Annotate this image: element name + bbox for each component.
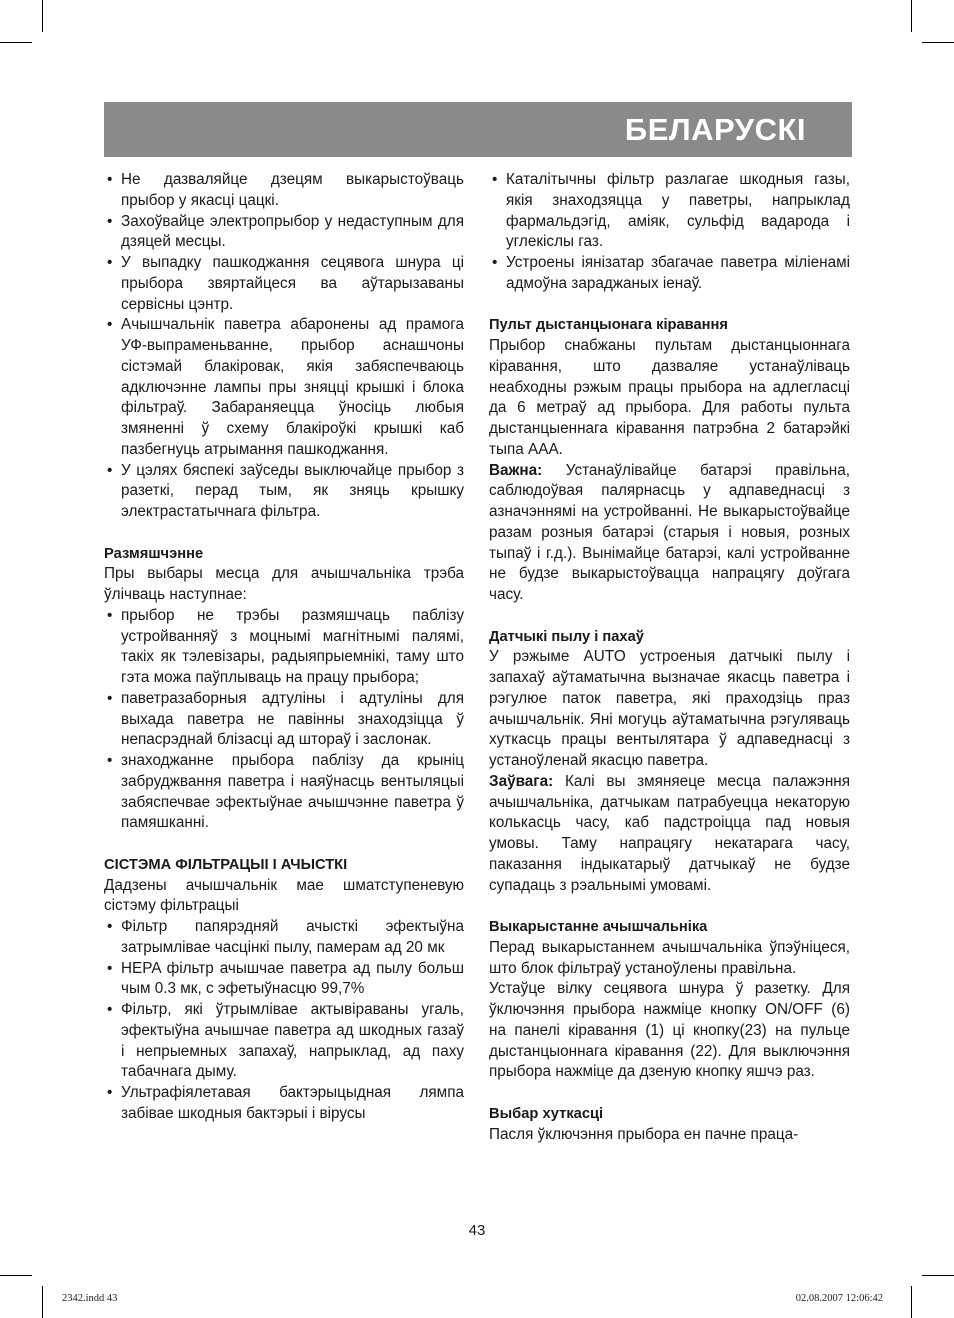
crop-mark [0,42,32,43]
safety-bullet-list [104,170,464,523]
right-column [489,170,850,1145]
note-text: Устанаўлівайце батарэі правільна, саблюдоўвая палярнасць у адпаведнасці з азначэннямі на устройванні. Не выкарыстоўвайце разам розныя батарэі (старыя і новыя, розных тыпаў і г.д.). Вынімайце батарэі, калі устройванне не будзе выкарыстоўвацца напрацягу доўгага часу. [489,461,851,603]
list-item: • У выпадку пашкоджання сецявога шнура ці прыбора звяртайцеся ва аўтарызаваны сервісны цэнтр. [104,253,464,315]
date-slug: 02.08.2007 12:06:42 [795,1293,883,1304]
list-item: • Захоўвайце электропрыбор у недаступным для дзяцей месцы. [104,212,464,254]
paragraph: Дадзены ачышчальнік мае шматступеневую сістэму фільтрацыі [104,876,464,915]
section-banner [104,102,852,157]
list-item: • HEPA фільтр ачышчае паветра ад пылу больш чым 0.3 мк, с эфетыўнасцю 99,7% [104,959,464,1001]
list-item: • Каталітычны фільтр разлагае шкодныя газы, якія знаходзяцца у паветры, напрыклад фармальдэгід, аміяк, сульфід вадарода і углекіслы газ. [489,170,850,253]
crop-mark [922,42,954,43]
section-heading-placement: Размяшчэнне [104,545,204,562]
note-text: Калі вы змяняеце месца палажэння ачышчальніка, датчыкам патрабуецца некаторую колькасць часу, каб падстроіцца пад новыя умовы. Таму напрацягу некатарага часу, паказання індыкатарыў датчыкаў не будзе супадаць з рэальнымі умовамі. [489,772,850,894]
crop-mark [922,1275,954,1276]
list-item: • Фільтр, які ўтрымлівае актывіраваны угаль, эфектыўна ачышчае паветра ад шкодных газаў і непрыемных запахаў, напрыклад, ад паху табачнага дыму. [104,1000,464,1083]
page-number: 43 [468,1222,486,1239]
paragraph: Перад выкарыстаннем ачышчальніка ўпэўніцеся, што блок фільтраў устаноўлены правільна. [489,938,850,977]
list-item: • паветразаборныя адтуліны і адтуліны для выхада паветра не павінны знаходзіцца ў непасрэднай блізасці ад штораў і заслонак. [104,689,464,751]
paragraph: Устаўце вілку сецявога шнура ў разетку. Для ўключэння прыбора нажміце кнопку ON/OFF (6) на панелі кіравання (1) ці кнопку(23) на пульце дыстанцыоннага кіравання (22). Для выключэння прыбора нажміце да дзеную кнопку яшчэ раз. [489,980,850,1081]
list-item: • Устроены іянізатар збагачае паветра міліенамі адмоўна зараджаных іенаў. [489,253,850,295]
note-label: Заўвага: [489,772,554,790]
note-paragraph [489,772,850,897]
note-paragraph [489,461,850,606]
paragraph: Пасля ўключэння прыбора ен пачне праца- [489,1125,799,1143]
list-item: • У цэлях бяспекі заўседы выключайце прыбор з разеткі, перад тым, як зняць крышку электрастатычнага фільтра. [104,461,464,523]
section-heading-sensors: Датчыкі пылу і пахаў [489,628,644,645]
section-heading-speed: Выбар хуткасці [489,1105,604,1122]
paragraph: У рэжыме AUTO устроеныя датчыкі пылу і запахаў аўтаматычна вызначае якасць паветра і рэгулюе паток паветра, які праходзіць праз ачышчальнік. Яні могуць аўтаматычна рэгуляваць хуткасць працы вентылятара ў адпаведнасці з устаноўленай якасцю паветра. [489,648,850,769]
left-column [104,170,464,1125]
crop-mark [42,1286,43,1318]
note-label: Важна: [489,461,543,479]
list-item: • знаходжанне прыбора паблізу да крыніц забруджвання паветра і наяўнасць вентыляцыі забяспечвае эфектыўнае ачышчэнне паветра ў памяшканні. [104,751,464,834]
filter-bullet-list [489,170,850,295]
file-slug: 2342.indd 43 [62,1293,118,1304]
section-heading-filtration: СІСТЭМА ФІЛЬТРАЦЫІ І АЧЫСТКІ [104,856,348,873]
crop-mark [911,1286,912,1318]
filtration-bullet-list [104,917,464,1125]
crop-mark [42,0,43,32]
list-item: • Не дазваляйце дзецям выкарыстоўваць прыбор у якасці цацкі. [104,170,464,212]
list-item: • прыбор не трэбы размяшчаць паблізу устройванняў з моцнымі магнітнымі палямі, такіх як тэлевізары, радыяпрыемнікі, таму што гэта можа паўплываць на працу прыбора; [104,606,464,689]
page-title: БЕЛАРУСКІ [624,112,806,147]
placement-bullet-list [104,606,464,834]
list-item: • Ачышчальнік паветра абаронены ад прамога УФ-выпраменьванне, прыбор аснашчоны сістэмай блакіровак, якія забяспечваюць адключэнне лампы пры зняцці крышкі і блока фільтраў. Забараняецца ўносіць любыя змяненні ў схему блакіроўкі крышкі каб пазбегнуць атрымання пашкоджання. [104,315,464,460]
section-heading-remote: Пульт дыстанцыонага кіравання [489,317,728,334]
paragraph: Пры выбары месца для ачышчальніка трэба ўлічваць наступнае: [104,565,464,603]
paragraph: Прыбор снабжаны пультам дыстанцыоннага кіравання, што дазваляе устанаўліваць неабходны рэжым працы прыбора на адлегласці да 6 метраў ад прыбора. Для работы пульта дыстанцыеннага кіравання патрэбна 2 батарэйкі тыпа ААА. [489,337,850,458]
list-item: • Фільтр папярэдняй ачысткі эфектыўна затрымлівае часцінкі пылу, памерам ад 20 мк [104,917,464,959]
section-heading-usage: Выкарыстанне ачышчальніка [489,919,708,935]
crop-mark [911,0,912,32]
crop-mark [0,1275,32,1276]
list-item: • Ультрафіялетавая бактэрыцыдная лямпа забівае шкодныя бактэрыі і вірусы [104,1083,464,1125]
